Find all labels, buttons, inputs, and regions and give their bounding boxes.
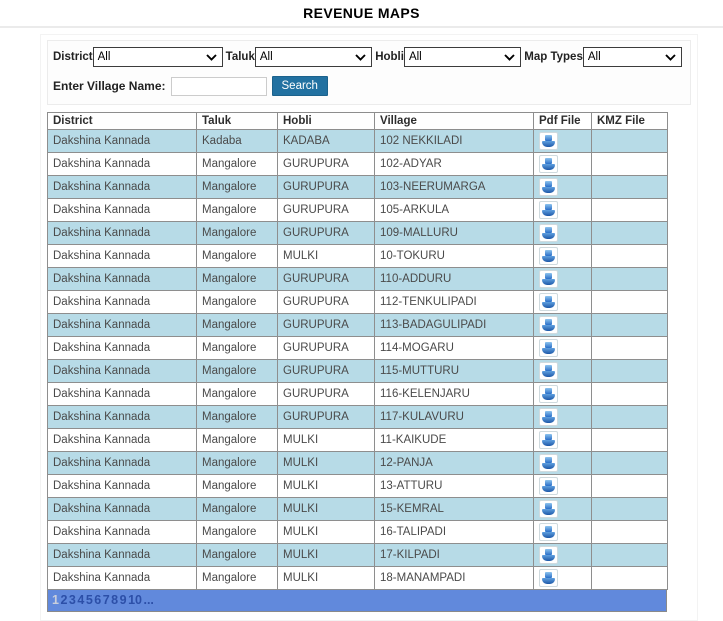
cell-pdf-file bbox=[534, 498, 592, 521]
pdf-download-icon[interactable] bbox=[539, 155, 558, 173]
cell-pdf-file bbox=[534, 452, 592, 475]
header-district: District bbox=[48, 113, 197, 130]
cell-district: Dakshina Kannada bbox=[48, 245, 197, 268]
table-row bbox=[48, 153, 668, 176]
map-types-select[interactable] bbox=[583, 47, 682, 67]
cell-pdf-file bbox=[534, 383, 592, 406]
cell-village: 116-KELENJARU bbox=[375, 383, 534, 406]
title-divider bbox=[0, 26, 723, 28]
cell-district: Dakshina Kannada bbox=[48, 383, 197, 406]
cell-pdf-file bbox=[534, 130, 592, 153]
cell-district: Dakshina Kannada bbox=[48, 521, 197, 544]
cell-kmz-file bbox=[592, 268, 668, 291]
cell-taluk: Mangalore bbox=[197, 544, 278, 567]
revenue-maps-table bbox=[47, 112, 668, 590]
cell-taluk: Mangalore bbox=[197, 153, 278, 176]
chevron-down-icon bbox=[206, 54, 217, 61]
table-row bbox=[48, 268, 668, 291]
cell-kmz-file bbox=[592, 245, 668, 268]
cell-hobli: GURUPURA bbox=[278, 291, 375, 314]
table-row bbox=[48, 498, 668, 521]
cell-hobli: MULKI bbox=[278, 452, 375, 475]
cell-village: 12-PANJA bbox=[375, 452, 534, 475]
cell-village: 18-MANAMPADI bbox=[375, 567, 534, 590]
cell-district: Dakshina Kannada bbox=[48, 429, 197, 452]
cell-district: Dakshina Kannada bbox=[48, 199, 197, 222]
cell-village: 103-NEERUMARGA bbox=[375, 176, 534, 199]
cell-district: Dakshina Kannada bbox=[48, 452, 197, 475]
cell-taluk: Mangalore bbox=[197, 222, 278, 245]
pdf-download-icon[interactable] bbox=[539, 500, 558, 518]
table-row bbox=[48, 314, 668, 337]
chevron-down-icon bbox=[504, 54, 515, 61]
cell-taluk: Mangalore bbox=[197, 199, 278, 222]
taluk-select[interactable] bbox=[255, 47, 372, 67]
cell-pdf-file bbox=[534, 153, 592, 176]
pdf-download-icon[interactable] bbox=[539, 362, 558, 380]
pdf-download-icon[interactable] bbox=[539, 293, 558, 311]
cell-kmz-file bbox=[592, 429, 668, 452]
district-select-value: All bbox=[97, 51, 111, 63]
cell-village: 117-KULAVURU bbox=[375, 406, 534, 429]
table-row bbox=[48, 521, 668, 544]
pager-ellipsis[interactable]: ... bbox=[143, 593, 154, 607]
cell-hobli: GURUPURA bbox=[278, 314, 375, 337]
pdf-download-icon[interactable] bbox=[539, 385, 558, 403]
cell-hobli: GURUPURA bbox=[278, 199, 375, 222]
header-hobli: Hobli bbox=[278, 113, 375, 130]
pdf-download-icon[interactable] bbox=[539, 569, 558, 587]
table-row bbox=[48, 337, 668, 360]
cell-district: Dakshina Kannada bbox=[48, 153, 197, 176]
table-row bbox=[48, 222, 668, 245]
village-name-label: Enter Village Name: bbox=[53, 79, 166, 93]
pdf-download-icon[interactable] bbox=[539, 178, 558, 196]
cell-kmz-file bbox=[592, 199, 668, 222]
cell-district: Dakshina Kannada bbox=[48, 176, 197, 199]
cell-taluk: Mangalore bbox=[197, 337, 278, 360]
cell-village: 102 NEKKILADI bbox=[375, 130, 534, 153]
cell-district: Dakshina Kannada bbox=[48, 268, 197, 291]
search-row bbox=[53, 76, 685, 96]
cell-kmz-file bbox=[592, 337, 668, 360]
table-row bbox=[48, 383, 668, 406]
header-pdf-file: Pdf File bbox=[534, 113, 592, 130]
pager bbox=[47, 590, 667, 612]
district-select[interactable] bbox=[93, 47, 223, 67]
cell-pdf-file bbox=[534, 291, 592, 314]
cell-village: 17-KILPADI bbox=[375, 544, 534, 567]
pager-page-7[interactable]: 7 bbox=[102, 593, 110, 607]
cell-pdf-file bbox=[534, 544, 592, 567]
pager-page-9[interactable]: 9 bbox=[119, 593, 127, 607]
cell-kmz-file bbox=[592, 521, 668, 544]
cell-kmz-file bbox=[592, 176, 668, 199]
cell-kmz-file bbox=[592, 153, 668, 176]
hobli-select-value: All bbox=[408, 51, 422, 63]
filter-panel bbox=[47, 40, 691, 105]
cell-kmz-file bbox=[592, 360, 668, 383]
cell-taluk: Mangalore bbox=[197, 521, 278, 544]
cell-taluk: Mangalore bbox=[197, 314, 278, 337]
cell-hobli: GURUPURA bbox=[278, 153, 375, 176]
cell-pdf-file bbox=[534, 475, 592, 498]
cell-kmz-file bbox=[592, 222, 668, 245]
cell-pdf-file bbox=[534, 429, 592, 452]
cell-taluk: Mangalore bbox=[197, 498, 278, 521]
cell-hobli: MULKI bbox=[278, 245, 375, 268]
header-taluk: Taluk bbox=[197, 113, 278, 130]
table-row bbox=[48, 130, 668, 153]
cell-taluk: Mangalore bbox=[197, 176, 278, 199]
pdf-download-icon[interactable] bbox=[539, 546, 558, 564]
cell-hobli: GURUPURA bbox=[278, 176, 375, 199]
cell-taluk: Mangalore bbox=[197, 291, 278, 314]
cell-taluk: Mangalore bbox=[197, 429, 278, 452]
cell-hobli: MULKI bbox=[278, 521, 375, 544]
table-row bbox=[48, 245, 668, 268]
cell-hobli: GURUPURA bbox=[278, 360, 375, 383]
cell-kmz-file bbox=[592, 314, 668, 337]
table-body bbox=[48, 130, 668, 590]
cell-taluk: Mangalore bbox=[197, 452, 278, 475]
cell-village: 102-ADYAR bbox=[375, 153, 534, 176]
cell-district: Dakshina Kannada bbox=[48, 406, 197, 429]
header-kmz-file: KMZ File bbox=[592, 113, 668, 130]
pdf-download-icon[interactable] bbox=[539, 316, 558, 334]
cell-taluk: Mangalore bbox=[197, 360, 278, 383]
cell-village: 115-MUTTURU bbox=[375, 360, 534, 383]
cell-district: Dakshina Kannada bbox=[48, 544, 197, 567]
pdf-download-icon[interactable] bbox=[539, 454, 558, 472]
search-button[interactable]: Search bbox=[272, 76, 328, 96]
cell-kmz-file bbox=[592, 498, 668, 521]
map-types-select-value: All bbox=[587, 51, 601, 63]
cell-village: 105-ARKULA bbox=[375, 199, 534, 222]
table-row bbox=[48, 452, 668, 475]
village-name-input[interactable] bbox=[171, 77, 267, 96]
content-panel bbox=[40, 34, 698, 621]
cell-hobli: KADABA bbox=[278, 130, 375, 153]
cell-district: Dakshina Kannada bbox=[48, 314, 197, 337]
chevron-down-icon bbox=[355, 54, 366, 61]
cell-village: 113-BADAGULIPADI bbox=[375, 314, 534, 337]
pdf-download-icon[interactable] bbox=[539, 431, 558, 449]
cell-pdf-file bbox=[534, 567, 592, 590]
table-row bbox=[48, 567, 668, 590]
pager-page-3[interactable]: 3 bbox=[68, 593, 76, 607]
cell-hobli: GURUPURA bbox=[278, 222, 375, 245]
pager-page-10[interactable]: 10 bbox=[128, 593, 142, 607]
cell-hobli: MULKI bbox=[278, 475, 375, 498]
cell-village: 15-KEMRAL bbox=[375, 498, 534, 521]
cell-pdf-file bbox=[534, 337, 592, 360]
cell-village: 11-KAIKUDE bbox=[375, 429, 534, 452]
cell-kmz-file bbox=[592, 406, 668, 429]
chevron-down-icon bbox=[665, 54, 676, 61]
pager-page-8[interactable]: 8 bbox=[111, 593, 119, 607]
table-row bbox=[48, 199, 668, 222]
cell-hobli: MULKI bbox=[278, 567, 375, 590]
cell-district: Dakshina Kannada bbox=[48, 337, 197, 360]
cell-pdf-file bbox=[534, 222, 592, 245]
cell-taluk: Mangalore bbox=[197, 268, 278, 291]
cell-taluk: Mangalore bbox=[197, 567, 278, 590]
table-row bbox=[48, 429, 668, 452]
cell-pdf-file bbox=[534, 360, 592, 383]
taluk-select-value: All bbox=[259, 51, 273, 63]
cell-district: Dakshina Kannada bbox=[48, 498, 197, 521]
cell-taluk: Mangalore bbox=[197, 245, 278, 268]
cell-pdf-file bbox=[534, 268, 592, 291]
cell-village: 112-TENKULIPADI bbox=[375, 291, 534, 314]
table-row bbox=[48, 544, 668, 567]
pdf-download-icon[interactable] bbox=[539, 201, 558, 219]
table-row bbox=[48, 291, 668, 314]
pdf-download-icon[interactable] bbox=[539, 408, 558, 426]
pdf-download-icon[interactable] bbox=[539, 339, 558, 357]
cell-pdf-file bbox=[534, 176, 592, 199]
table-row bbox=[48, 406, 668, 429]
hobli-select[interactable] bbox=[404, 47, 521, 67]
pdf-download-icon[interactable] bbox=[539, 247, 558, 265]
table-row bbox=[48, 475, 668, 498]
table-row bbox=[48, 360, 668, 383]
cell-village: 114-MOGARU bbox=[375, 337, 534, 360]
cell-kmz-file bbox=[592, 567, 668, 590]
pdf-download-icon[interactable] bbox=[539, 224, 558, 242]
cell-taluk: Kadaba bbox=[197, 130, 278, 153]
cell-district: Dakshina Kannada bbox=[48, 475, 197, 498]
pager-page-6[interactable]: 6 bbox=[94, 593, 102, 607]
pdf-download-icon[interactable] bbox=[539, 477, 558, 495]
cell-pdf-file bbox=[534, 314, 592, 337]
cell-hobli: GURUPURA bbox=[278, 406, 375, 429]
pager-page-5[interactable]: 5 bbox=[85, 593, 93, 607]
cell-kmz-file bbox=[592, 291, 668, 314]
cell-district: Dakshina Kannada bbox=[48, 567, 197, 590]
pager-page-2[interactable]: 2 bbox=[60, 593, 68, 607]
cell-hobli: MULKI bbox=[278, 544, 375, 567]
header-village: Village bbox=[375, 113, 534, 130]
cell-hobli: GURUPURA bbox=[278, 383, 375, 406]
cell-district: Dakshina Kannada bbox=[48, 291, 197, 314]
hobli-label: Hobli bbox=[375, 51, 404, 63]
cell-village: 16-TALIPADI bbox=[375, 521, 534, 544]
district-label: District bbox=[53, 51, 93, 63]
taluk-label: Taluk bbox=[225, 51, 255, 63]
cell-district: Dakshina Kannada bbox=[48, 360, 197, 383]
cell-taluk: Mangalore bbox=[197, 406, 278, 429]
map-types-label: Map Types bbox=[524, 51, 583, 63]
cell-village: 110-ADDURU bbox=[375, 268, 534, 291]
cell-village: 109-MALLURU bbox=[375, 222, 534, 245]
pager-page-4[interactable]: 4 bbox=[77, 593, 85, 607]
cell-taluk: Mangalore bbox=[197, 475, 278, 498]
cell-hobli: GURUPURA bbox=[278, 337, 375, 360]
cell-hobli: MULKI bbox=[278, 429, 375, 452]
cell-pdf-file bbox=[534, 521, 592, 544]
cell-district: Dakshina Kannada bbox=[48, 222, 197, 245]
cell-village: 13-ATTURU bbox=[375, 475, 534, 498]
cell-kmz-file bbox=[592, 383, 668, 406]
cell-kmz-file bbox=[592, 475, 668, 498]
table-header-row bbox=[48, 113, 668, 130]
table-row bbox=[48, 176, 668, 199]
cell-pdf-file bbox=[534, 199, 592, 222]
pdf-download-icon[interactable] bbox=[539, 132, 558, 150]
filter-row bbox=[53, 47, 685, 67]
cell-pdf-file bbox=[534, 406, 592, 429]
cell-village: 10-TOKURU bbox=[375, 245, 534, 268]
pager-page-1: 1 bbox=[52, 593, 59, 607]
page-title: REVENUE MAPS bbox=[303, 5, 420, 21]
cell-hobli: GURUPURA bbox=[278, 268, 375, 291]
cell-taluk: Mangalore bbox=[197, 383, 278, 406]
pdf-download-icon[interactable] bbox=[539, 523, 558, 541]
pdf-download-icon[interactable] bbox=[539, 270, 558, 288]
cell-kmz-file bbox=[592, 452, 668, 475]
cell-pdf-file bbox=[534, 245, 592, 268]
cell-kmz-file bbox=[592, 544, 668, 567]
cell-kmz-file bbox=[592, 130, 668, 153]
cell-district: Dakshina Kannada bbox=[48, 130, 197, 153]
cell-hobli: MULKI bbox=[278, 498, 375, 521]
